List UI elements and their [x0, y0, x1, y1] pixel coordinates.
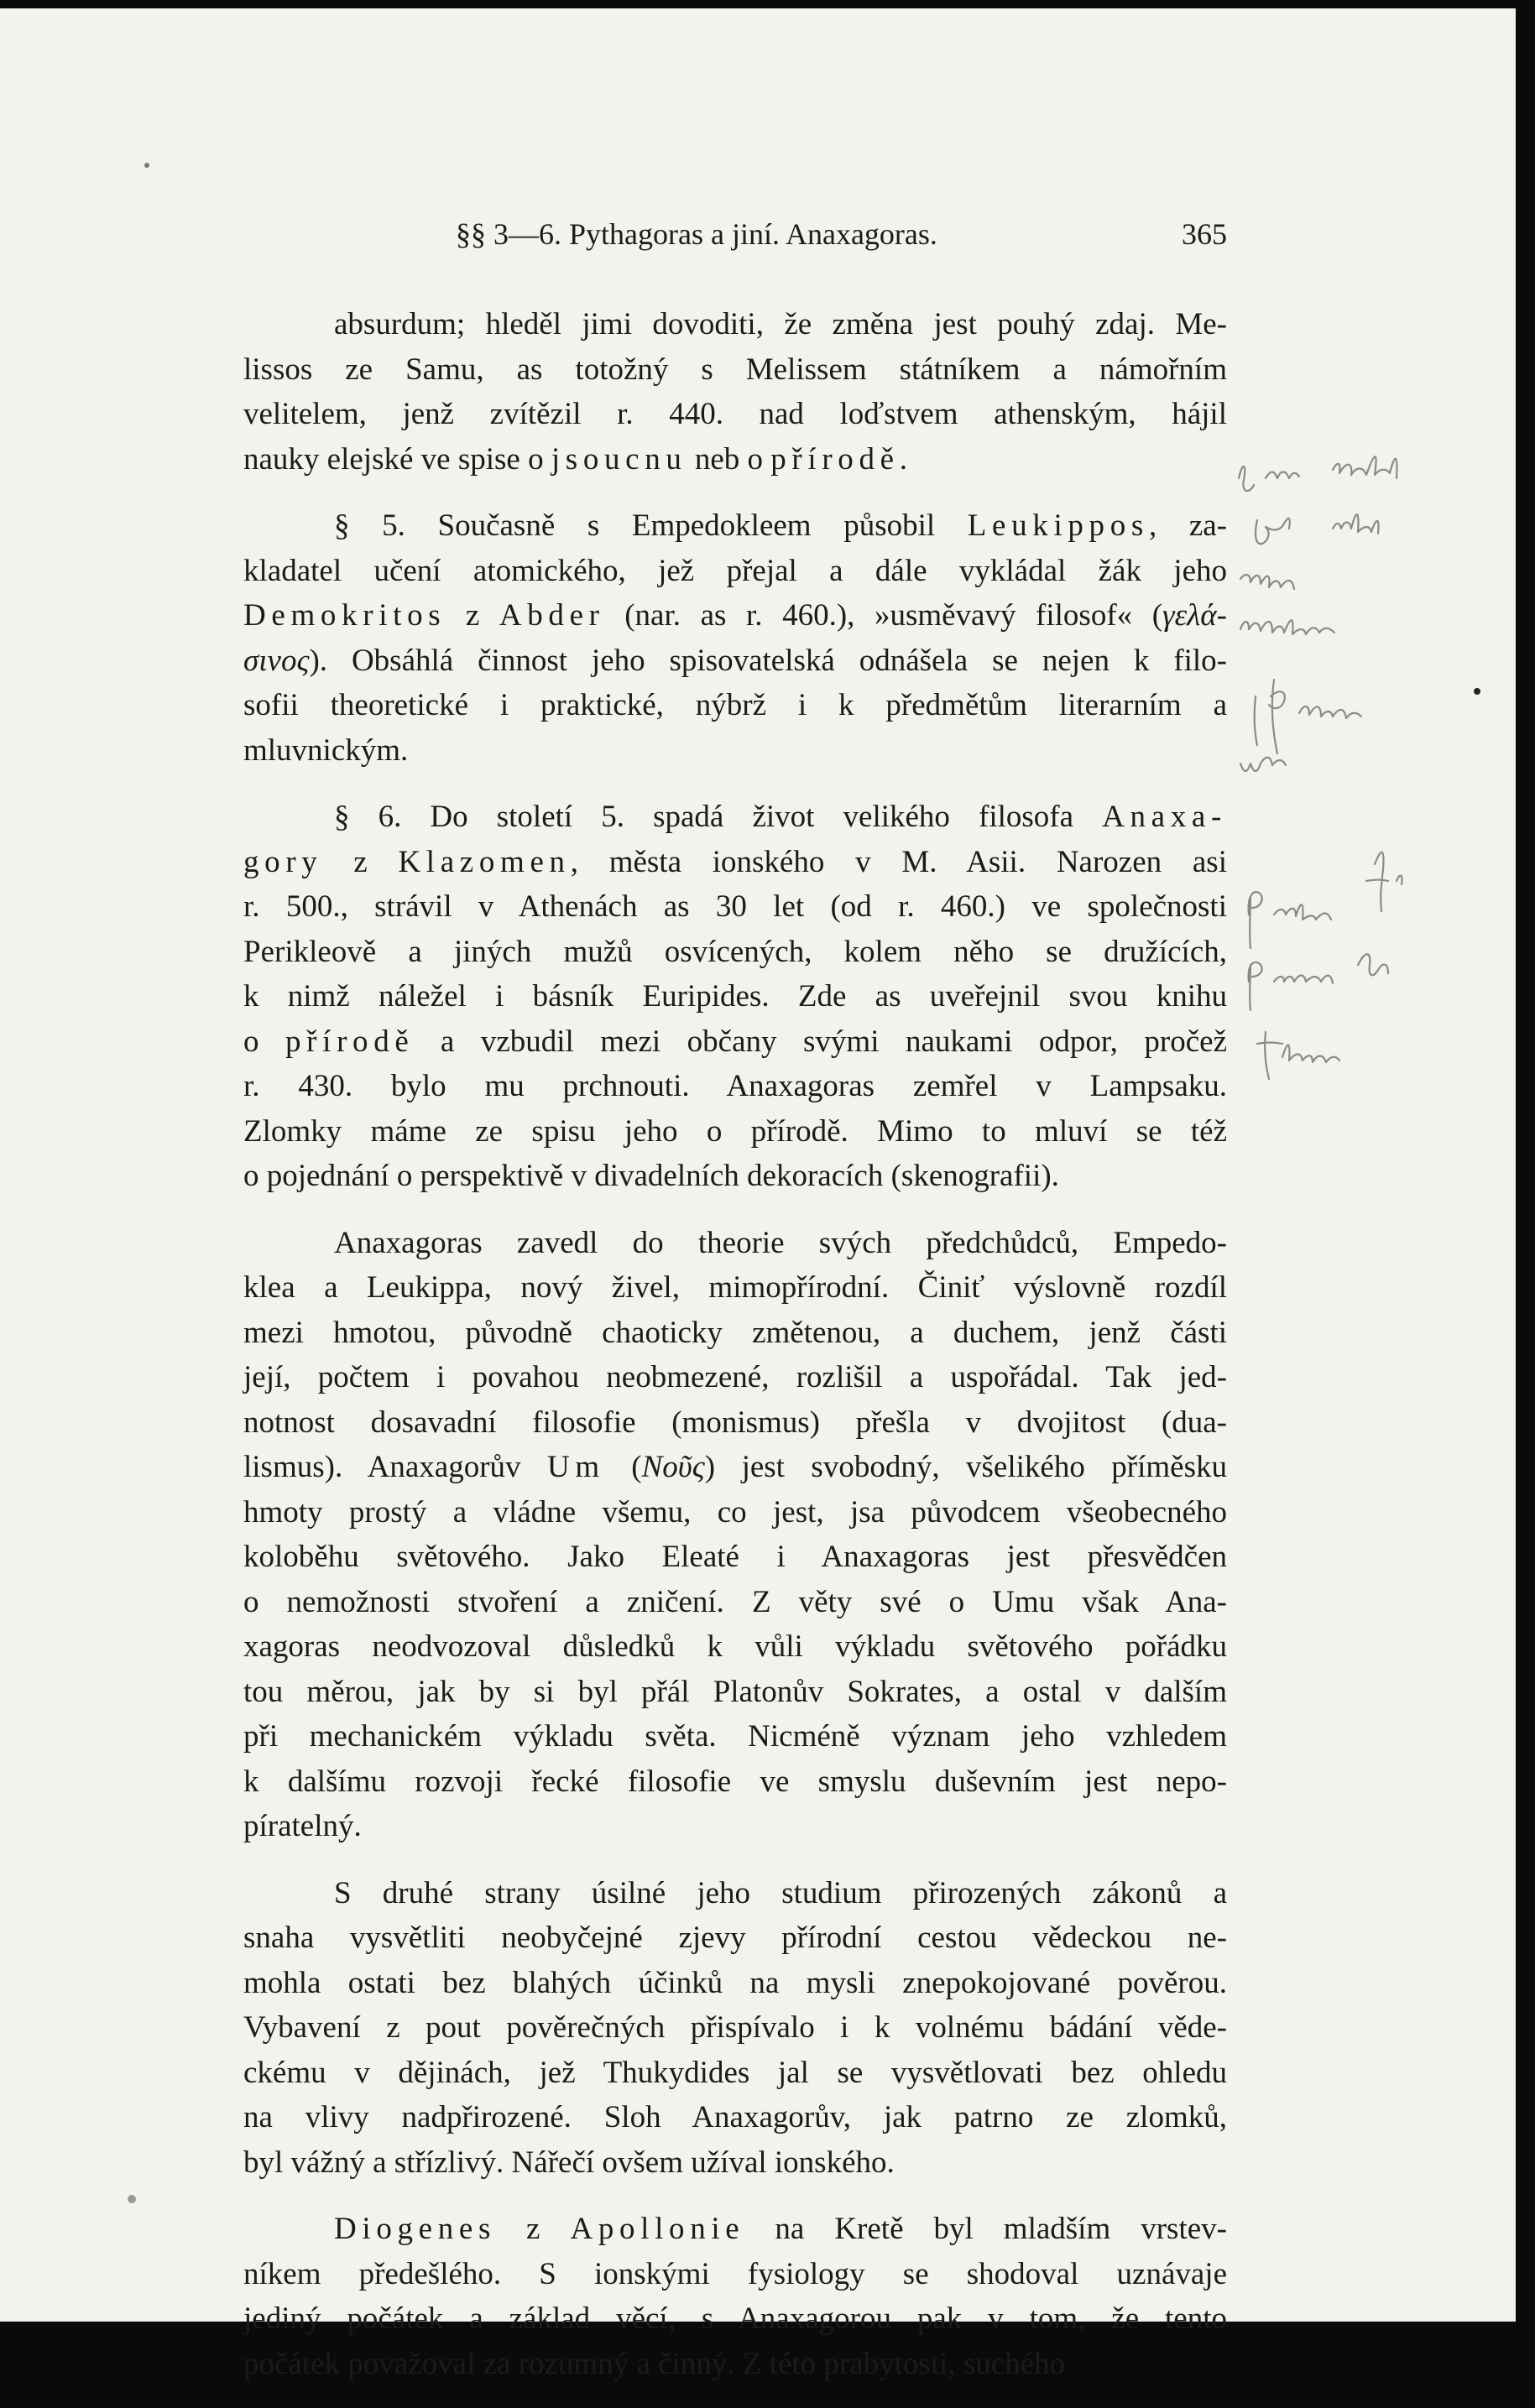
text-run: kladatel učení atomického, jež přejal a dále vykládal žák jeho: [243, 553, 1227, 588]
text-line: [243, 1154, 1227, 1199]
pencil-margin-notes: [1232, 445, 1501, 1133]
text-run: , města ionského v M. Asii. Narozen asi: [570, 844, 1227, 879]
paragraph: [243, 1871, 1227, 2186]
text-line: [243, 795, 1227, 840]
greek-term: γελά-: [1162, 598, 1227, 633]
text-line: [243, 1311, 1227, 1356]
spaced-term: přírodě: [285, 1024, 415, 1059]
text-run: velitelem, jenž zvítězil r. 440. nad loďstvem athenským, hájil: [243, 397, 1227, 431]
spaced-term: Abder: [499, 598, 605, 633]
running-title: §§ 3—6. Pythagoras a jiní. Anaxagoras.: [456, 217, 937, 251]
text-run: hmoty prostý a vládne všemu, co jest, jsa původcem všeobecného: [243, 1494, 1227, 1530]
text-line: [243, 1961, 1227, 2006]
text-line: [243, 2095, 1227, 2140]
text-line: [243, 1535, 1227, 1580]
text-run: jediný počátek a základ věcí, s Anaxagorou pak v tom, že tento: [243, 2301, 1227, 2336]
text-run: lismus). Anaxagorův: [243, 1450, 547, 1484]
text-run: mezi hmotou, původně chaoticky změtenou, a duchem, jenž části: [243, 1315, 1227, 1350]
text-line: [243, 1400, 1227, 1446]
text-run: a vzbudil mezi občany svými naukami odpor, pročež: [414, 1024, 1227, 1059]
text-line: [243, 2005, 1227, 2051]
text-line: [243, 1759, 1227, 1805]
text-line: [243, 1265, 1227, 1311]
text-line: [243, 2252, 1227, 2297]
text-run: .: [899, 441, 907, 477]
text-line: [243, 974, 1227, 1019]
spaced-term: jsoucnu: [551, 441, 687, 477]
text-line: [243, 1445, 1227, 1490]
spaced-term: Apollonie: [570, 2212, 745, 2246]
specks: [128, 2195, 136, 2203]
text-run: z: [322, 844, 399, 879]
text-line: [243, 1624, 1227, 1670]
text-line: [243, 1064, 1227, 1109]
text-line: [243, 1355, 1227, 1400]
text-run: notnost dosavadní filosofie (monismus) přešla v dvojitost (dua-: [243, 1405, 1227, 1440]
text-line: [243, 1670, 1227, 1715]
scanned-page: [0, 8, 1516, 2381]
text-line: [243, 930, 1227, 975]
text-run: tou měrou, jak by si byl přál Platonův Sokrates, a ostal v dalším: [243, 1674, 1227, 1709]
text-run: mohla ostati bez blahých účinků na mysli znepokojované pověrou.: [243, 1965, 1227, 2000]
text-run: Zlomky máme ze spisu jeho o přírodě. Mimo to mluví se též: [243, 1113, 1227, 1149]
text-run: klea a Leukippa, nový živel, mimopřírodní. Činiť výslovně rozdíl: [243, 1270, 1227, 1305]
text-run: na Kretě byl mladším vrstev-: [744, 2212, 1227, 2246]
paragraph: [243, 2207, 1227, 2386]
text-run: při mechanickém výkladu světa. Nicméně význam jeho vzhledem: [243, 1719, 1227, 1754]
text-run: ). Obsáhlá činnost jeho spisovatelská odnášela se nejen k filo-: [309, 643, 1227, 678]
text-run: r. 500., strávil v Athenách as 30 let (od r. 460.) ve společnosti: [243, 889, 1227, 924]
paragraph: [243, 503, 1227, 773]
text-line: [243, 347, 1227, 393]
text-run: k nimž náležel i básník Euripides. Zde as uveřejnil svou knihu: [243, 979, 1227, 1014]
text-run: § 6. Do století 5. spadá život velikého filosofa: [334, 800, 1103, 834]
text-line: [243, 840, 1227, 885]
greek-term: σινος: [243, 643, 310, 678]
text-run: počátek považoval za rozumný a činný. Z této prabytosti, suchého: [243, 2346, 1066, 2381]
text-run: Perikleově a jiných mužů osvícených, kolem něho se družících,: [243, 934, 1227, 969]
running-head: [243, 212, 1227, 256]
text-line: [243, 638, 1227, 684]
paragraph: [243, 795, 1227, 1199]
text-run: o nemožnosti stvoření a zničení. Z věty své o Umu však Ana-: [243, 1584, 1227, 1619]
text-run: k dalšímu rozvoji řecké filosofie ve smyslu duševním jest nepo-: [243, 1764, 1227, 1799]
spaced-term: přírodě: [770, 441, 900, 477]
text-run: xagoras neodvozoval důsledků k vůli výkladu světového pořádku: [243, 1629, 1227, 1664]
text-run: o pojednání o perspektivě v divadelních dekoracích (skenografii).: [243, 1159, 1059, 1193]
text-line: [243, 392, 1227, 437]
text-run: (nar. as r. 460.), »usměvavý filosof« (: [604, 598, 1163, 633]
text-run: její, počtem i povahou neobmezené, rozlišil a uspořádal. Tak jed-: [243, 1360, 1227, 1394]
text-run: mluvnickým.: [243, 732, 409, 768]
greek-term: Νοῦς: [641, 1450, 705, 1484]
text-line: [243, 683, 1227, 728]
text-run: absurdum; hleděl jimi dovoditi, že změna jest pouhý zdaj. Me-: [334, 307, 1227, 341]
text-line: [243, 884, 1227, 930]
text-run: sofii theoretické i praktické, nýbrž i k předmětům literarním a: [243, 688, 1227, 722]
spaced-term: gory: [243, 844, 323, 879]
text-run: , za-: [1148, 508, 1227, 543]
spaced-term: Klazomen: [398, 844, 571, 879]
text-run: (: [604, 1450, 642, 1484]
text-line: [243, 1019, 1227, 1065]
text-line: [243, 2051, 1227, 2096]
spaced-term: Leukippos: [967, 508, 1149, 543]
spaced-term: Demokritos: [243, 598, 446, 633]
text-run: na vlivy nadpřirozené. Sloh Anaxagorův, jak patrno ze zlomků,: [243, 2100, 1227, 2134]
text-line: [243, 1871, 1227, 1916]
text-line: [243, 302, 1227, 347]
text-line: [243, 1109, 1227, 1154]
text-run: ckému v dějinách, jež Thukydides jal se vysvětlovati bez ohledu: [243, 2055, 1227, 2090]
text-run: § 5. Současně s Empedokleem působil: [334, 508, 968, 543]
text-run: neb o: [687, 441, 771, 477]
text-run: o: [243, 1024, 285, 1059]
text-line: [243, 1714, 1227, 1759]
specks: [1474, 688, 1480, 695]
text-line: [243, 2140, 1227, 2186]
paragraph: [243, 302, 1227, 482]
text-run: píratelný.: [243, 1809, 362, 1843]
text-line: [243, 728, 1227, 774]
text-line: [243, 1580, 1227, 1625]
text-run: r. 430. bylo mu prchnouti. Anaxagoras zemřel v Lampsaku.: [243, 1069, 1227, 1103]
text-run: ) jest svobodný, všelikého příměsku: [704, 1450, 1228, 1484]
text-run: byl vážný a střízlivý. Nářečí ovšem užíval ionského.: [243, 2145, 895, 2180]
text-run: S druhé strany úsilné jeho studium přirozených zákonů a: [334, 1875, 1227, 1910]
page-number: 365: [1182, 217, 1227, 251]
text-line: [243, 1490, 1227, 1535]
text-run: nauky elejské ve spise o: [243, 441, 551, 477]
text-line: [243, 2342, 1227, 2387]
text-run: snaha vysvětliti neobyčejné zjevy přírodní cestou vědeckou ne-: [243, 1921, 1227, 1955]
text-line: [243, 2296, 1227, 2342]
paragraph: [243, 1221, 1227, 1849]
text-run: z: [446, 598, 499, 633]
text-line: [243, 437, 1227, 482]
specks: [144, 163, 149, 168]
spaced-term: Diogenes: [334, 2212, 497, 2246]
text-line: [243, 503, 1227, 549]
body-text: [243, 302, 1227, 2408]
text-line: [243, 593, 1227, 638]
text-line: [243, 1915, 1227, 1961]
spaced-term: Um: [546, 1450, 605, 1484]
text-run: níkem předešlého. S ionskými fysiology se shodoval uznávaje: [243, 2256, 1227, 2291]
spaced-term: Anaxa-: [1102, 800, 1227, 834]
text-run: lissos ze Samu, as totožný s Melissem státníkem a námořním: [243, 352, 1227, 387]
text-line: [243, 1221, 1227, 1266]
text-line: [243, 1804, 1227, 1849]
text-run: z: [496, 2212, 571, 2246]
text-line: [243, 2207, 1227, 2252]
text-run: Vybavení z pout pověrečných přispívalo i k volnému bádání věde-: [243, 2010, 1227, 2045]
text-run: koloběhu světového. Jako Eleaté i Anaxagoras jest přesvědčen: [243, 1540, 1227, 1574]
text-run: Anaxagoras zavedl do theorie svých předchůdců, Empedo-: [334, 1225, 1227, 1260]
text-line: [243, 549, 1227, 594]
handwritten-annotation-graphic: [1232, 445, 1501, 1133]
